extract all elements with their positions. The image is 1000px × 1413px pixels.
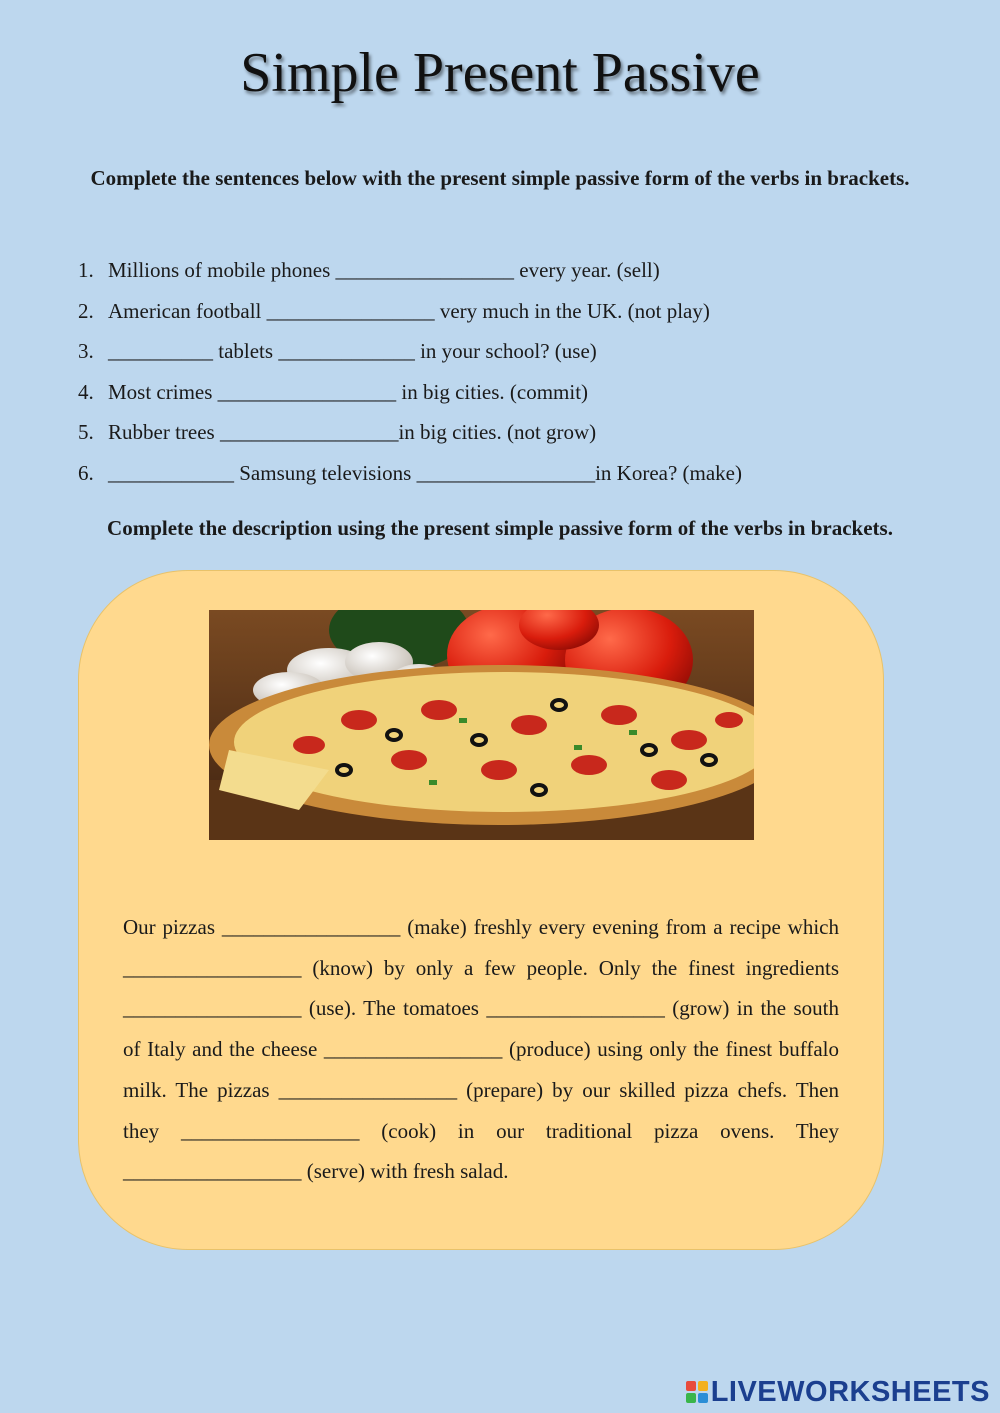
description-paragraph: Our pizzas _________________ (make) freshly every evening from a recipe which _________________ (know) by only a few people. Only the finest ingredients _________________ (use). The tomatoes _________________ (grow) in the south of Italy and the cheese _________________ (produce) using only the finest buffalo milk. The pizzas _________________ (prepare) by our skilled pizza chefs. Then they _________________ (cook) in our traditional pizza ovens. They _________________ (serve) with fresh salad.: [123, 915, 839, 1184]
item-number: 5.: [78, 420, 94, 445]
liveworksheets-logo: [686, 1374, 990, 1410]
item-number: 1.: [78, 258, 94, 282]
sentence-list: [78, 252, 938, 496]
sentence-text: Most crimes _________________ in big cities. (commit): [108, 379, 589, 404]
list-item: [78, 333, 938, 374]
item-number: 6.: [78, 460, 94, 485]
item-number: 3.: [78, 339, 94, 364]
sentence-text: American football ________________ very much in the UK. (not play): [108, 298, 710, 323]
item-number: 4.: [78, 379, 94, 404]
list-item: [78, 455, 938, 496]
sentence-text: Rubber trees _________________in big cities. (not grow): [108, 420, 597, 445]
sentence-text: __________ tablets _____________ in your school? (use): [108, 339, 597, 364]
pizza-photo: [209, 610, 754, 840]
instructions-part-1: Complete the sentences below with the present simple passive form of the verbs in brackets.: [90, 166, 910, 190]
logo-text: LIVEWORKSHEETS: [710, 1375, 990, 1408]
list-item: [78, 252, 938, 293]
sentence-text: Millions of mobile phones _________________ every year. (sell): [108, 258, 660, 282]
sentence-text: ____________ Samsung televisions _________________in Korea? (make): [108, 460, 742, 485]
page-title: Simple Present Passive: [240, 42, 760, 104]
pizza-illustration: [209, 610, 754, 840]
instructions-part-2: Complete the description using the present simple passive form of the verbs in brackets.: [107, 516, 893, 540]
list-item: [78, 293, 938, 334]
list-item: [78, 374, 938, 415]
liveworksheets-logo-icon: [686, 1381, 708, 1403]
item-number: 2.: [78, 298, 94, 323]
list-item: [78, 414, 938, 455]
